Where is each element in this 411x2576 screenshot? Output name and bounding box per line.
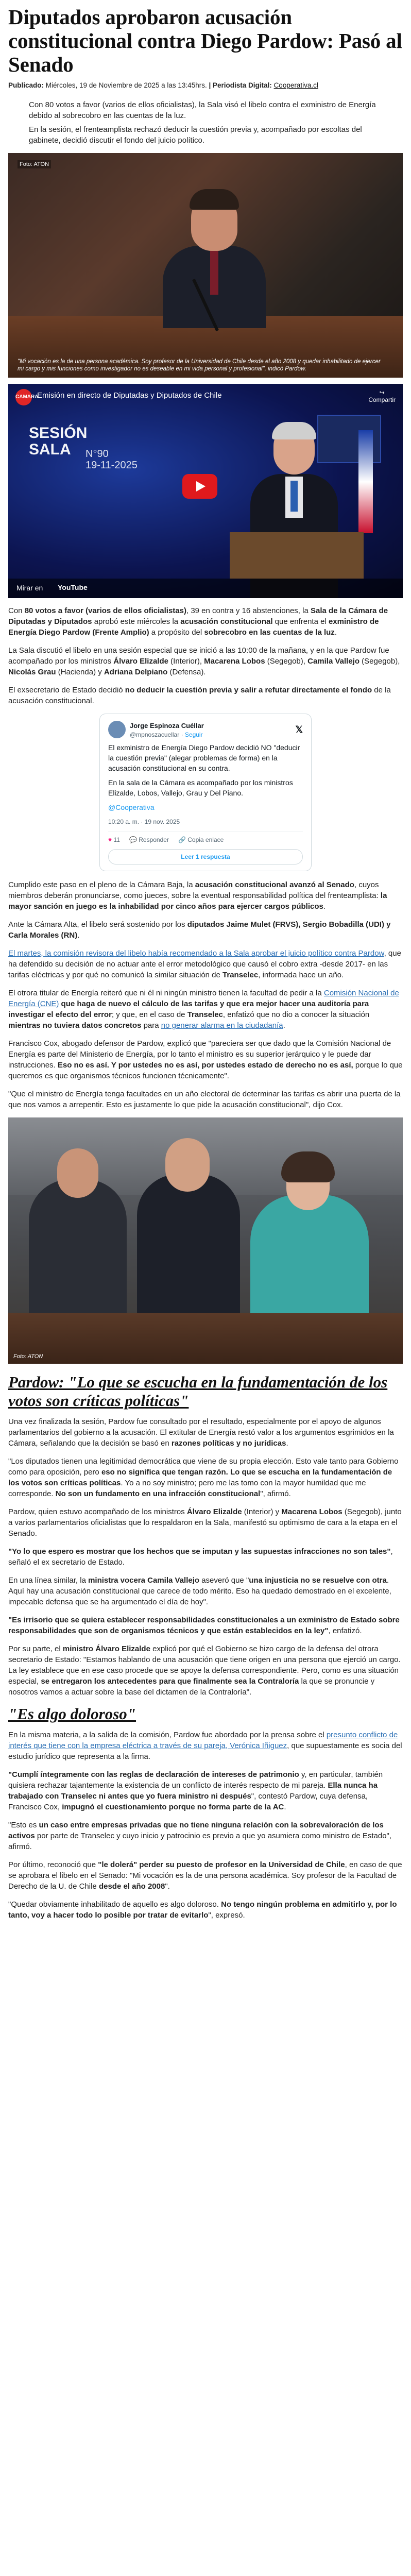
link-icon: 🔗 bbox=[178, 836, 186, 843]
tweet-follow-link[interactable]: Seguir bbox=[184, 731, 203, 738]
byline-date: Miércoles, 19 de Noviembre de 2025 a las 13:45hrs. bbox=[45, 81, 207, 89]
youtube-embed[interactable] bbox=[8, 384, 403, 598]
paragraph: "Yo lo que espero es mostrar que los hechos que se imputan y las supuestas infracciones no son tales", señaló el ex secretario de Estado. bbox=[8, 1547, 393, 1567]
lead-paragraph-2: En la sesión, el frenteamplista rechazó deducir la cuestión previa y, acompañado por escoltas del gabinete, decidió discutir el fondo del juicio político. bbox=[29, 125, 362, 145]
paragraph: Pardow, quien estuvo acompañado de los ministros Álvaro Elizalde (Interior) y Macarena Lobos (Segegob), junto a varios parlamentarios oficialistas que lo respaldaron en la Sala, manifestó su optimismo de cara a la etapa en el Senado. bbox=[8, 1507, 402, 1538]
article-body-2 bbox=[8, 879, 403, 1110]
paragraph: Por su parte, el ministro Álvaro Elizalde explicó por qué el Gobierno se hizo cargo de la defensa del otrora secretario de Estado: "Estamos hablando de una acusación que tiene origen en una persona que ejerció un cargo. La ley establece que en ese caso procede que se apoye la defensa correspondiente. Pero, como es una situación especial, se entregaron los antecedentes para que finalmente sea la Contraloría la que se pronuncie y nosotros vamos a actuar sobre la base del dictamen de la Contraloría". bbox=[8, 1645, 401, 1697]
alarm-link[interactable]: no generar alarma en la ciudadanía bbox=[161, 1021, 283, 1030]
article-body-3 bbox=[8, 1416, 403, 1698]
article-headline: Diputados aprobaron acusación constitucional contra Diego Pardow: Pasó al Senado bbox=[8, 5, 402, 76]
photo-person bbox=[163, 189, 266, 323]
x-logo-icon[interactable]: 𝕏 bbox=[295, 724, 303, 735]
paragraph: Una vez finalizada la sesión, Pardow fue consultado por el resultado, especialmente por el apoyo de algunos parlamentarios del gobierno a la acusación. El extitular de Energía restó valor a los argumentos esgrimidos en la Cámara, señalando que la decisión se basó en razones políticas y no jurídicas. bbox=[8, 1417, 394, 1448]
paragraph: "Quedar obviamente inhabilitado de aquello es algo doloroso. No tengo ningún problema en admitirlo y, por lo tanto, voy a hacer todo lo posible por tratar de evitarlo", expresó. bbox=[8, 1900, 397, 1920]
youtube-logo[interactable]: YouTube bbox=[58, 583, 88, 591]
share-button[interactable]: ↪ Compartir bbox=[368, 389, 396, 403]
paragraph: El otrora titular de Energía reiteró que ni él ni ningún ministro tienen la facultad de pedir a la Comisión Nacional de Energía (CNE) que haga de nuevo el cálculo de las tarifas y que era mejor hacer una auditoría para investigar el efecto del error; y que, en el caso de Transelec, enfatizó que no dio a conocer la situación mientras no tuviera datos concretos para no generar alarma en la ciudadanía. bbox=[8, 989, 399, 1030]
channel-logo-icon[interactable]: CAMARA bbox=[15, 389, 32, 405]
tweet-timestamp[interactable]: 10:20 a. m. · 19 nov. 2025 bbox=[108, 818, 180, 825]
byline-author-link[interactable]: Cooperativa.cl bbox=[273, 81, 318, 89]
conflict-interest-link[interactable]: presunto conflicto de interés que tiene con la empresa eléctrica a través de su pareja, Verónica Iñiguez bbox=[8, 1731, 398, 1750]
tweet-text-2: En la sala de la Cámara es acompañado por los ministros Elizalde, Lobos, Vallejo, Grau y Del Piano. bbox=[108, 778, 293, 797]
photo-credit: Foto: ATON bbox=[18, 160, 51, 168]
paragraph: "Cumplí íntegramente con las reglas de declaración de intereses de patrimonio y, en particular, también quisiera rechazar tajantemente la existencia de un conflicto de interés respecto de mi pareja. Ella nunca ha trabajado con Transelec ni antes que yo fuera ministro ni después", contestó Pardow, cuya defensa, Francisco Cox, impugnó el cuestionamiento porque no forma parte de la AC. bbox=[8, 1770, 383, 1811]
tweet-avatar[interactable] bbox=[108, 721, 126, 738]
paragraph: Ante la Cámara Alta, el libelo será sostenido por los diputados Jaime Mulet (FRVS), Sergio Bobadilla (UDI) y Carla Morales (RN). bbox=[8, 920, 391, 940]
paragraph: La Sala discutió el libelo en una sesión especial que se inició a las 10:00 de la mañana, y en la que Pardow fue acompañado por los ministros Álvaro Elizalde (Interior), Macarena Lobos (Segegob), Camila Vallejo (Segegob), Nicolás Grau (Hacienda) y Adriana Delpiano (Defensa). bbox=[8, 646, 400, 676]
reply-button[interactable]: 💬 Responder bbox=[129, 836, 169, 843]
byline-sep: | Periodista Digital: bbox=[209, 81, 272, 89]
photo-credit: Foto: ATON bbox=[13, 1353, 43, 1360]
copy-link-button[interactable]: 🔗 Copia enlace bbox=[178, 836, 224, 843]
like-button[interactable]: ♥ 11 bbox=[108, 836, 120, 843]
podium bbox=[230, 532, 364, 579]
embedded-tweet[interactable]: Jorge Espinoza Cuéllar @mpnoszacuellar · Seguir 𝕏 El exministro de Energía Diego Pardow decidió NO "deducir la cuestión previa" (alegar problemas de forma) en la acusación constitucional en su contra. En la sala de la Cámara es acompañado por los ministros Elizalde, Lobos, Vallejo, Grau y Del Piano. @Cooperativa 10:20 a. m. · 19 nov. 2025 ♥ 11 💬 Responder 🔗 Copia enlace Leer 1 respuesta bbox=[99, 714, 312, 871]
article-photo-pardow bbox=[8, 153, 403, 378]
paragraph: El martes, la comisión revisora del libelo había recomendado a la Sala aprobar el juicio político contra Pardow, que ha defendido su decisión de no actuar ante el error metodológico que causó el cobro extra -desde 2017- en las tarifas eléctricas y por qué no comunicó la similar situación de Transelec, informada hace un año. bbox=[8, 949, 401, 979]
section-heading-1: Pardow: "Lo que se escucha en la fundamentación de los votos son críticas políticas" bbox=[8, 1373, 388, 1410]
article-body-4 bbox=[8, 1730, 403, 1921]
commission-link[interactable]: El martes, la comisión revisora del libelo había recomendado a la Sala aprobar el juicio político contra Pardow bbox=[8, 949, 384, 958]
byline-prefix: Publicado: bbox=[8, 81, 44, 89]
reply-icon: 💬 bbox=[129, 836, 137, 843]
byline bbox=[8, 81, 403, 89]
tweet-handle[interactable]: @mpnoszacuellar bbox=[130, 731, 180, 738]
paragraph: Cumplido este paso en el pleno de la Cámara Baja, la acusación constitucional avanzó al Senado, cuyos miembros deberán pronunciarse, como jueces, sobre la eventual responsabilidad política del frenteamplista: la mayor sanción en juego es la inhabilidad por cinco años para ejercer cargos públicos. bbox=[8, 880, 387, 911]
read-replies-button[interactable]: Leer 1 respuesta bbox=[108, 849, 303, 865]
paragraph: Por último, reconoció que "le dolerá" perder su puesto de profesor en la Universidad de Chile, en caso de que se aprobara el libelo en el Senado: "Mi vocación es la de una persona académica. Soy profesor de la Facultad de Derecho de la U. de Chile desde el año 2008". bbox=[8, 1860, 402, 1891]
video-session-title: SESIÓN SALA bbox=[29, 425, 88, 458]
paragraph: "Que el ministro de Energía tenga facultades en un año electoral de determinar las tarifas es abrir una puerta de la que nos vamos a arrepentir. Esto es justamente lo que pide la acusación constitucional", dijo Cox. bbox=[8, 1090, 401, 1109]
photo-desks bbox=[8, 1313, 403, 1364]
article-lead bbox=[8, 99, 403, 146]
article-body-1 bbox=[8, 605, 403, 706]
paragraph: En una línea similar, la ministra vocera Camila Vallejo aseveró que "una injusticia no se resuelve con otra. Aquí hay una acusación constitucional que carece de todo mérito. Eso ha quedado demostrado en el excelente, impecable defensa que se ha argumentado el día de hoy". bbox=[8, 1576, 391, 1606]
watch-on-label: Mirar en bbox=[16, 584, 43, 592]
video-title[interactable]: Emisión en directo de Diputadas y Diputados de Chile bbox=[37, 391, 222, 400]
video-session-number: N°90 19-11-2025 bbox=[85, 448, 138, 471]
tweet-mention[interactable]: @Cooperativa bbox=[108, 803, 155, 811]
section-heading-2: "Es algo doloroso" bbox=[8, 1705, 136, 1723]
youtube-bar[interactable] bbox=[8, 579, 403, 598]
paragraph: En la misma materia, a la salida de la comisión, Pardow fue abordado por la prensa sobre el presunto conflicto de interés que tiene con la empresa eléctrica a través de su pareja, Verónica Iñiguez, que supuestamente es socia del estudio jurídico que representa a la firma. bbox=[8, 1731, 402, 1761]
heart-icon: ♥ bbox=[108, 836, 112, 843]
cne-link[interactable]: Comisión Nacional de Energía (CNE) bbox=[8, 989, 399, 1008]
lead-paragraph-1: Con 80 votos a favor (varios de ellos oficialistas), la Sala visó el libelo contra el exministro de Energía debido al sobrecobro en las cuentas de la luz. bbox=[29, 100, 376, 120]
paragraph: Con 80 votos a favor (varios de ellos oficialistas), 39 en contra y 16 abstenciones, la Sala de la Cámara de Diputadas y Diputados aprobó este miércoles la acusación constitucional que enfrenta el exministro de Energía Diego Pardow (Frente Amplio) a propósito del sobrecobro en las cuentas de la luz. bbox=[8, 606, 388, 637]
photo-caption: "Mi vocación es la de una persona académica. Soy profesor de la Universidad de Chile desde el año 2008 y quedar inhabilitado de ejercer mi cargo y mis funciones como investigador no es deseable en mi vida personal y profesional", indicó Pardow. bbox=[18, 359, 381, 372]
article-photo-chamber bbox=[8, 1117, 403, 1364]
paragraph: El exsecretario de Estado decidió no deducir la cuestión previa y salir a refutar directamente el fondo de la acusación constitucional. bbox=[8, 686, 391, 705]
tweet-author-name[interactable]: Jorge Espinoza Cuéllar bbox=[130, 722, 204, 730]
paragraph: "Los diputados tienen una legitimidad democrática que viene de su propia elección. Esto vale tanto para Gobierno como para oposición, pero eso no significa que tengan razón. Lo que se escucha en la fundamentación de los votos son críticas políticas. Yo a no soy ministro; pero me las tomo con la mayor humildad que me corresponde. No son un fundamento en una infracción constitucional", afirmó. bbox=[8, 1457, 399, 1498]
paragraph: "Esto es un caso entre empresas privadas que no tiene ninguna relación con la sobrevaloración de los activos por parte de Transelec y cuyo inicio y patrocinio es previo a que yo asumiera como ministro de Estado", afirmó. bbox=[8, 1821, 392, 1851]
paragraph: "Es irrisorio que se quiera establecer responsabilidades constitucionales a un exministro de Estado sobre responsabilidades que son de organismos técnicos y que están establecidos en la ley", enfatizó. bbox=[8, 1616, 400, 1635]
play-button-icon[interactable] bbox=[182, 474, 217, 499]
tweet-text-1: El exministro de Energía Diego Pardow decidió NO "deducir la cuestión previa" (alegar problemas de forma) en la acusación constitucional en su contra. bbox=[108, 743, 300, 772]
paragraph: Francisco Cox, abogado defensor de Pardow, explicó que "pareciera ser que dado que la Comisión Nacional de Energía es parte del Ministerio de Energía, por lo tanto el ministro es su superior jerárquico y le puede dar instrucciones. Eso no es así. Y por ustedes no es así, por ustedes estado de derecho no es así, porque lo que queremos es que organismos técnicos funcionen técnicamente". bbox=[8, 1039, 403, 1080]
chile-flag bbox=[358, 430, 373, 533]
